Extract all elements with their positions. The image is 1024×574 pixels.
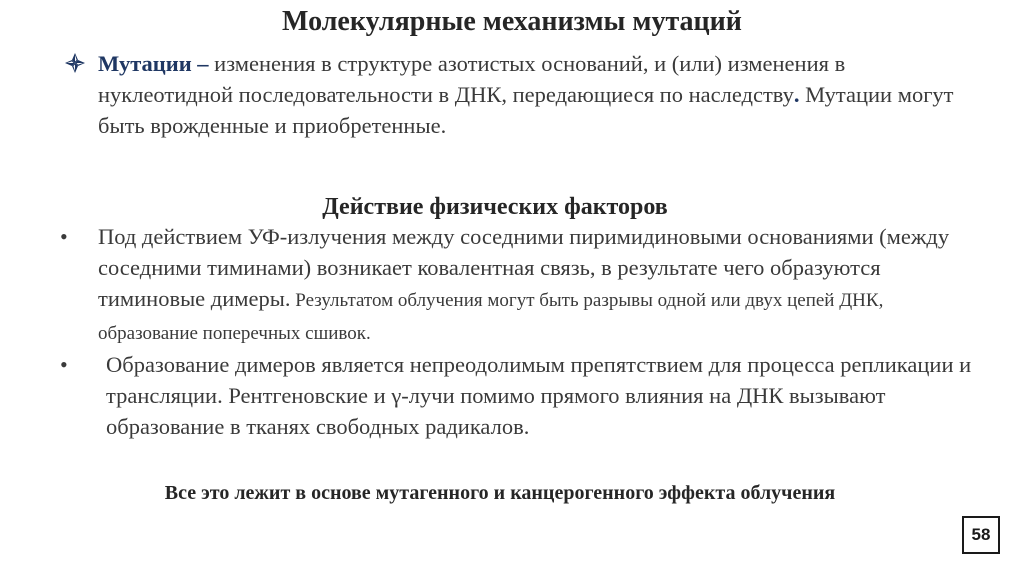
intro-text-after: Мутации могут быть врожденные и приобретенные.: [98, 82, 954, 138]
intro-period: .: [793, 82, 800, 107]
conclusion-text: Все это лежит в основе мутагенного и канцерогенного эффекта облучения: [164, 482, 836, 504]
intro-definition: изменения в структуре азотистых оснований, и (или) изменения в нуклеотидной последовательности в ДНК, передающиеся по наследству: [98, 51, 846, 107]
bullet-item: [56, 221, 976, 349]
intro-dash: –: [191, 51, 215, 76]
bullet-marker: •: [60, 224, 68, 249]
page-number: 58: [962, 516, 1000, 554]
intro-paragraph: [64, 48, 964, 141]
slide-title: Молекулярные механизмы мутаций: [282, 6, 742, 37]
bullet-main-text: Под действием УФ-излучения между соседними пиримидиновыми основаниями (между соседними тиминами) возникает ковалентная связь, в результате чего образуются тиминовые димеры.: [98, 224, 950, 311]
intro-text: [98, 48, 964, 141]
bullet-list: [56, 221, 976, 442]
bullet-marker: •: [60, 352, 68, 377]
bullet-item: [56, 349, 976, 442]
bullet-main-text: Образование димеров является непреодолимым препятствием для процесса репликации и трансляции. Рентгеновские и γ-лучи помимо прямого влияния на ДНК вызывают образование в тканях свободных радикалов.: [106, 352, 972, 439]
bullet-small-text: Результатом облучения могут быть разрывы одной или двух цепей ДНК, образование поперечных сшивок.: [98, 290, 884, 344]
diamond-bullet-icon: [64, 52, 86, 74]
intro-term: Мутации: [98, 51, 192, 76]
section-heading: Действие физических факторов: [322, 194, 668, 220]
